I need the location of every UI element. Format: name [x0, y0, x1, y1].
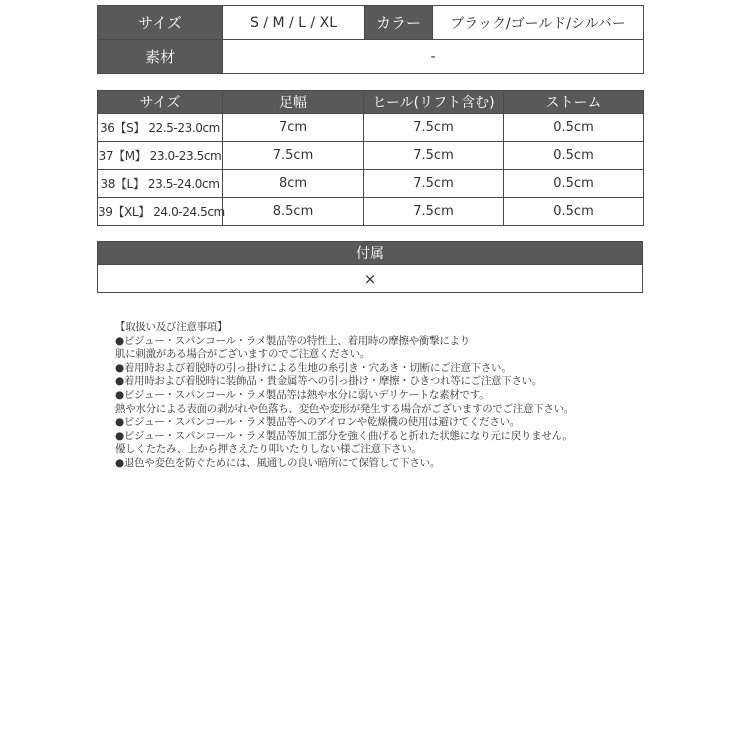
color-label: カラー: [365, 6, 433, 40]
note-line: 熱や水分による表面の剥がれや色落ち、変色や変形が発生する場合がございますのでご注意下さい。: [115, 402, 574, 415]
notes-title: 【取扱い及び注意事項】: [115, 321, 228, 333]
note-line: ●退色や変色を防ぐためには、風通しの良い暗所にて保管して下さい。: [115, 456, 441, 469]
heel-cell: 7.5cm: [364, 114, 504, 142]
note-line: ●ビジュー・スパンコール・ラメ製品等は熱や水分に弱いデリケートな素材です。: [115, 388, 490, 401]
size-cell: 39【XL】 24.0-24.5cm: [98, 198, 223, 226]
storm-cell: 0.5cm: [504, 198, 644, 226]
note-line: ●ビジュー・スパンコール・ラメ製品等へのアイロンや乾燥機の使用は避けてください。: [115, 416, 520, 429]
accessories-header-row: [98, 242, 643, 265]
material-label: 素材: [98, 40, 223, 74]
storm-cell: 0.5cm: [504, 142, 644, 170]
size-table-header: [98, 91, 644, 114]
care-notes: [115, 321, 675, 471]
size-cell: 36【S】 22.5-23.0cm: [98, 114, 223, 142]
note-line: 優しくたたみ、上から押さえたり叩いたりしない様ご注意下さい。: [115, 443, 422, 456]
accessories-value: ×: [98, 265, 643, 293]
storm-cell: 0.5cm: [504, 170, 644, 198]
table-row: [98, 170, 644, 198]
note-line: ●着用時および着脱時の引っ掛けによる生地の糸引き・穴あき・切断にご注意下さい。: [115, 361, 512, 374]
spec-row-size-color: [98, 6, 644, 40]
size-header: サイズ: [98, 91, 223, 114]
size-label: サイズ: [98, 6, 223, 40]
foot-width-cell: 8cm: [223, 170, 364, 198]
size-table: [97, 90, 644, 226]
table-row: [98, 198, 644, 226]
note-line: ●ビジュー・スパンコール・ラメ製品等加工部分を強く曲げると折れた状態になり元に戻りません。: [115, 429, 573, 442]
color-value: ブラック/ゴールド/シルバー: [433, 6, 644, 40]
table-row: [98, 142, 644, 170]
note-line: 肌に刺激がある場合がございますのでご注意ください。: [115, 348, 370, 361]
material-value: -: [223, 40, 644, 74]
heel-cell: 7.5cm: [364, 142, 504, 170]
note-line: ●ビジュー・スパンコール・ラメ製品等の特性上、着用時の摩擦や衝撃により: [115, 334, 470, 347]
table-row: [98, 114, 644, 142]
heel-header: ヒール(リフト含む): [364, 91, 504, 114]
size-cell: 37【M】 23.0-23.5cm: [98, 142, 223, 170]
accessories-label: 付属: [98, 242, 643, 265]
size-value: S / M / L / XL: [223, 6, 365, 40]
spec-table: [97, 5, 644, 74]
foot-width-cell: 7cm: [223, 114, 364, 142]
accessories-table: [97, 241, 643, 293]
foot-width-cell: 7.5cm: [223, 142, 364, 170]
spec-row-material: [98, 40, 644, 74]
note-line: ●着用時および着脱時に装飾品・貴金属等への引っ掛け・摩擦・ひきつれ等にご注意下さい。: [115, 375, 543, 388]
heel-cell: 7.5cm: [364, 198, 504, 226]
size-cell: 38【L】 23.5-24.0cm: [98, 170, 223, 198]
heel-cell: 7.5cm: [364, 170, 504, 198]
foot-width-cell: 8.5cm: [223, 198, 364, 226]
storm-header: ストーム: [504, 91, 644, 114]
foot-width-header: 足幅: [223, 91, 364, 114]
storm-cell: 0.5cm: [504, 114, 644, 142]
accessories-value-row: [98, 265, 643, 293]
